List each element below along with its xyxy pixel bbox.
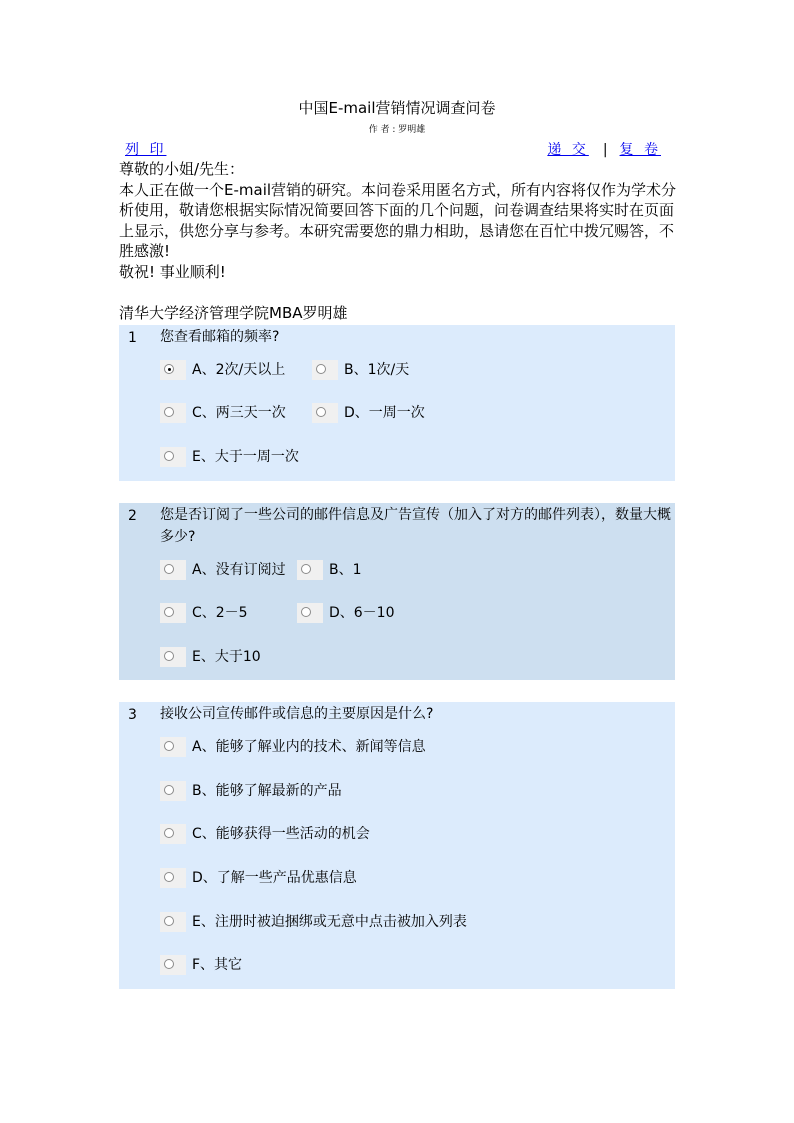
- option-label: B、1: [329, 562, 362, 578]
- radio-button[interactable]: [164, 651, 174, 661]
- submit-reset-links: [547, 139, 661, 159]
- radio-button[interactable]: [164, 872, 174, 882]
- link-separator: |: [602, 142, 608, 158]
- radio-button[interactable]: [164, 785, 174, 795]
- option-label: C、两三天一次: [192, 405, 286, 421]
- radio-button[interactable]: [164, 451, 174, 461]
- radio-button[interactable]: [316, 364, 326, 374]
- radio-button[interactable]: [164, 564, 174, 574]
- option-label: E、大于10: [192, 649, 261, 665]
- intro-body: 本人正在做一个E-mail营销的研究。本问卷采用匿名方式，所有内容将仅作为学术分析使用，敬请您根据实际情况简要回答下面的几个问题，问卷调查结果将实时在页面上显示，供您分享与参考。本研究需要您的鼎力相助，恳请您在百忙中拨冗赐答，不胜感激!: [119, 180, 677, 260]
- radio-button[interactable]: [164, 741, 174, 751]
- radio-button[interactable]: [301, 564, 311, 574]
- survey-title: 中国E-mail营销情况调查问卷: [298, 99, 496, 117]
- greeting: 尊敬的小姐/先生：: [119, 160, 245, 178]
- option-label: C、能够获得一些活动的机会: [192, 826, 370, 842]
- option-label: E、大于一周一次: [192, 449, 299, 465]
- option-label: A、2次/天以上: [192, 362, 286, 378]
- question-2: [119, 503, 675, 680]
- radio-button[interactable]: [164, 407, 174, 417]
- option-label: D、了解一些产品优惠信息: [192, 870, 357, 886]
- intro-text: [119, 159, 679, 324]
- option-label: F、其它: [192, 957, 243, 973]
- option-label: A、能够了解业内的技术、新闻等信息: [192, 739, 426, 755]
- option-label: D、6－10: [329, 605, 395, 621]
- question-text: 您是否订阅了一些公司的邮件信息及广告宣传（加入了对方的邮件列表），数量大概多少?: [160, 507, 671, 545]
- option-label: D、一周一次: [344, 405, 425, 421]
- option-label: A、没有订阅过: [192, 562, 286, 578]
- author-line: 作 者 : 罗明雄: [368, 125, 426, 135]
- question-1: [119, 325, 675, 481]
- submit-link[interactable]: 递 交: [547, 142, 589, 158]
- radio-button[interactable]: [164, 959, 174, 969]
- radio-button[interactable]: [164, 607, 174, 617]
- closing: 敬祝! 事业顺利!: [119, 262, 226, 281]
- radio-button[interactable]: [164, 364, 174, 374]
- print-link[interactable]: 列 印: [125, 142, 167, 158]
- radio-button[interactable]: [316, 407, 326, 417]
- action-toolbar: [119, 139, 675, 159]
- question-number: 3: [128, 707, 137, 723]
- radio-button[interactable]: [301, 607, 311, 617]
- option-label: B、能够了解最新的产品: [192, 783, 342, 799]
- option-label: B、1次/天: [344, 362, 410, 378]
- question-3: [119, 702, 675, 989]
- signature: 清华大学经济管理学院MBA罗明雄: [119, 304, 348, 322]
- question-number: 2: [128, 508, 137, 524]
- option-label: E、注册时被迫捆绑或无意中点击被加入列表: [192, 914, 467, 930]
- radio-button[interactable]: [164, 916, 174, 926]
- question-text: 接收公司宣传邮件或信息的主要原因是什么?: [160, 706, 434, 722]
- question-text: 您查看邮箱的频率?: [160, 329, 280, 345]
- radio-button[interactable]: [164, 828, 174, 838]
- reset-link[interactable]: 复 卷: [619, 142, 661, 158]
- option-label: C、2－5: [192, 605, 248, 621]
- question-number: 1: [128, 330, 137, 346]
